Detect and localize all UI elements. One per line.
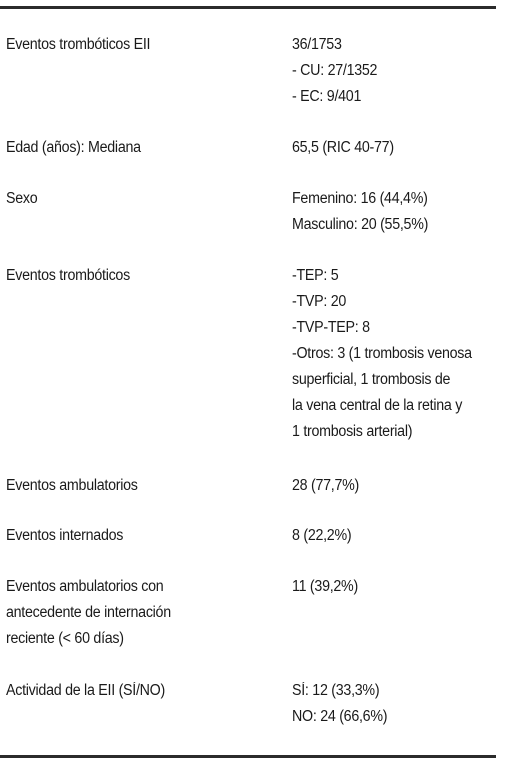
row-label bbox=[6, 678, 254, 704]
table-bottom-rule bbox=[0, 755, 496, 758]
value-line: 36/1753 bbox=[292, 36, 342, 53]
value-line: 8 (22,2%) bbox=[292, 527, 352, 544]
value-line: -TVP-TEP: 8 bbox=[292, 319, 370, 336]
value-line: superficial, 1 trombosis de bbox=[292, 371, 451, 388]
row-label bbox=[6, 473, 254, 499]
label-line: Eventos trombóticos bbox=[6, 267, 130, 284]
label-line: Eventos trombóticos EII bbox=[6, 36, 151, 53]
row-label bbox=[6, 574, 254, 652]
value-line: 1 trombosis arterial) bbox=[292, 423, 413, 440]
value-line: SÍ: 12 (33,3%) bbox=[292, 682, 380, 699]
row-label bbox=[6, 186, 254, 212]
value-line: 65,5 (RIC 40-77) bbox=[292, 139, 394, 156]
row-value bbox=[292, 186, 506, 238]
value-line: la vena central de la retina y bbox=[292, 397, 463, 414]
label-line: reciente (< 60 días) bbox=[6, 630, 124, 647]
row-label bbox=[6, 263, 254, 289]
value-line: 28 (77,7%) bbox=[292, 477, 360, 494]
row-value bbox=[292, 678, 506, 730]
row-label bbox=[6, 32, 254, 58]
label-line: Eventos internados bbox=[6, 527, 124, 544]
label-line: Eventos ambulatorios bbox=[6, 477, 138, 494]
value-line: NO: 24 (66,6%) bbox=[292, 708, 388, 725]
row-value bbox=[292, 473, 506, 499]
value-line: -TEP: 5 bbox=[292, 267, 339, 284]
value-line: 11 (39,2%) bbox=[292, 578, 358, 595]
label-line: Eventos ambulatorios con bbox=[6, 578, 164, 595]
row-label bbox=[6, 523, 254, 549]
row-value bbox=[292, 574, 506, 600]
value-line: -Otros: 3 (1 trombosis venosa bbox=[292, 345, 472, 362]
row-value bbox=[292, 32, 506, 110]
label-line: Edad (años): Mediana bbox=[6, 139, 141, 156]
row-value bbox=[292, 135, 506, 161]
value-line: - CU: 27/1352 bbox=[292, 62, 378, 79]
row-label bbox=[6, 135, 254, 161]
label-line: Sexo bbox=[6, 190, 38, 207]
row-value bbox=[292, 523, 506, 549]
value-line: -TVP: 20 bbox=[292, 293, 347, 310]
label-line: Actividad de la EII (SÍ/NO) bbox=[6, 682, 165, 699]
value-line: - EC: 9/401 bbox=[292, 88, 362, 105]
label-line: antecedente de internación bbox=[6, 604, 171, 621]
row-value bbox=[292, 263, 506, 445]
value-line: Masculino: 20 (55,5%) bbox=[292, 216, 429, 233]
table-top-rule bbox=[0, 6, 496, 9]
value-line: Femenino: 16 (44,4%) bbox=[292, 190, 428, 207]
